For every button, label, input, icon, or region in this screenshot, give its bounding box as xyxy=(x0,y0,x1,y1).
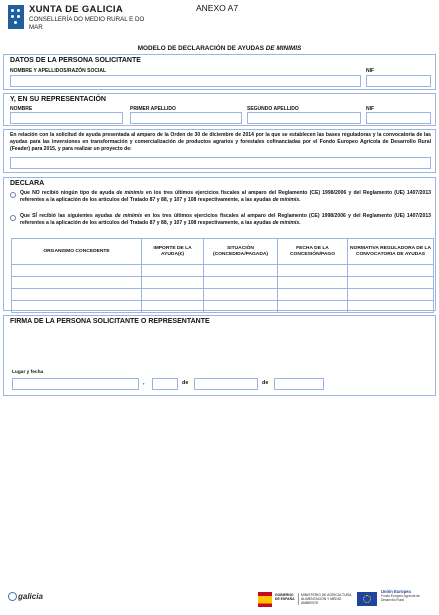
galicia-footer-logo: galicia xyxy=(8,592,43,601)
table-cell[interactable] xyxy=(204,289,278,301)
galicia-swirl-icon xyxy=(8,592,17,601)
table-cell[interactable] xyxy=(12,277,142,289)
col-normativa-header: NORMATIVA REGULADORA DE LA CONVOCATORIA DE AYUDAS xyxy=(348,239,434,265)
applicant-name-label: NOMBRE Y APELLIDOS/RAZÓN SOCIAL xyxy=(10,68,107,74)
table-cell[interactable] xyxy=(12,301,142,313)
declaration-section xyxy=(3,177,436,311)
option-yes-text: Que SÍ recibió las siguientes ayudas de minimis en los tres últimos ejercicios fiscales al amparo del Reglamento (CE) 1998/2006 y del Reglamento (UE) 1407/2013 referentes a la aplicación de los artículos del Tratado 87 y 88, y 107 y 108 respectivamente, a las ayudas de mínimis. xyxy=(20,213,431,227)
xunta-emblem-icon xyxy=(8,5,24,29)
table-cell[interactable] xyxy=(278,265,348,277)
signature-title: FIRMA DE LA PERSONA SOLICITANTE O REPRESENTANTE xyxy=(10,318,210,325)
col-organismo-header: ORGANISMO CONCEDENTE xyxy=(12,239,142,265)
annex-label: ANEXO A7 xyxy=(196,3,239,13)
table-cell[interactable] xyxy=(348,289,434,301)
ministry-name: MINISTERIO DE AGRICULTURA, ALIMENTACIÓN Y MEDIO AMBIENTE xyxy=(298,593,354,605)
rep-nif-label: NIF xyxy=(366,106,375,112)
applicant-name-field[interactable] xyxy=(10,75,361,87)
table-cell[interactable] xyxy=(142,265,204,277)
xunta-logo xyxy=(8,4,158,40)
eu-name: Unión Europea xyxy=(381,589,411,594)
table-row xyxy=(12,301,434,313)
table-cell[interactable] xyxy=(278,301,348,313)
logo-title: XUNTA DE GALICIA xyxy=(29,4,123,15)
table-row xyxy=(12,265,434,277)
de-separator-2: de xyxy=(262,380,269,386)
table-cell[interactable] xyxy=(142,277,204,289)
comma-separator: , xyxy=(143,380,145,386)
representative-section-title: Y, EN SU REPRESENTACIÓN xyxy=(10,96,106,103)
representative-section xyxy=(3,93,436,126)
day-field[interactable] xyxy=(152,378,178,390)
table-cell[interactable] xyxy=(348,265,434,277)
table-row xyxy=(12,289,434,301)
table-row xyxy=(12,277,434,289)
aids-table xyxy=(11,238,434,313)
spain-flag-icon xyxy=(258,592,272,607)
logo-subtitle: CONSELLERÍA DO MEDIO RURAL E DO MAR xyxy=(29,16,145,31)
rep-surname1-label: PRIMER APELLIDO xyxy=(130,106,176,112)
declaration-title: DECLARA xyxy=(10,180,45,187)
table-cell[interactable] xyxy=(142,289,204,301)
year-field[interactable] xyxy=(274,378,324,390)
form-title: MODELO DE DECLARACIÓN DE AYUDAS DE MINIMIS xyxy=(137,45,302,52)
rep-nif-field[interactable] xyxy=(366,112,431,124)
table-cell[interactable] xyxy=(204,301,278,313)
table-cell[interactable] xyxy=(12,265,142,277)
eu-flag-icon xyxy=(357,592,377,606)
option-no-text: Que NO recibió ningún tipo de ayuda de minimis en los tres últimos ejercicios fiscales al amparo del Reglamento (CE) 1998/2006 y del Reglamento (UE) 1407/2013 referentes a la aplicación de los artículos del Tratado 87 y 88, y 107 y 108 respectivamente, a las ayudas de mínimis. xyxy=(20,190,431,204)
table-cell[interactable] xyxy=(204,277,278,289)
applicant-section-title: DATOS DE LA PERSONA SOLICITANTE xyxy=(10,57,141,64)
spain-government-logo xyxy=(258,590,354,609)
table-cell[interactable] xyxy=(278,289,348,301)
rep-name-label: NOMBRE xyxy=(10,106,33,112)
table-cell[interactable] xyxy=(142,301,204,313)
gov-name: GOBIERNO DE ESPAÑA xyxy=(275,593,295,601)
table-cell[interactable] xyxy=(348,301,434,313)
col-situacion-header: SITUACIÓN (CONCEDIDA/PAGADA) xyxy=(204,239,278,265)
de-separator-1: de xyxy=(182,380,189,386)
col-fecha-header: FECHA DE LA CONCESIÓN/PAGO xyxy=(278,239,348,265)
project-field[interactable] xyxy=(10,157,431,169)
option-no-radio[interactable] xyxy=(10,192,16,198)
month-field[interactable] xyxy=(194,378,258,390)
applicant-nif-label: NIF xyxy=(366,68,375,74)
project-text: En relación con la solicitud de ayuda presentada al amparo de la Orden de 30 de diciembre de 2014 por la que se establecen las bases reguladoras y la convocatoria de las ayudas para las inversiones en transformación y comercialización de productos agrarios y forestales cofinanciadas por el Fondo Europeo Agrícola de Desarrollo Rural (Feader) para 2015, y para realizar un proyecto de: xyxy=(10,132,431,153)
place-date-label: Lugar y fecha xyxy=(12,370,44,375)
rep-surname2-field[interactable] xyxy=(247,112,361,124)
signature-section xyxy=(3,315,436,396)
applicant-nif-field[interactable] xyxy=(366,75,431,87)
project-section xyxy=(3,129,436,173)
eu-logo xyxy=(357,588,435,610)
col-importe-header: IMPORTE DE LA AYUDA(€) xyxy=(142,239,204,265)
table-cell[interactable] xyxy=(204,265,278,277)
table-cell[interactable] xyxy=(348,277,434,289)
table-cell[interactable] xyxy=(278,277,348,289)
table-cell[interactable] xyxy=(12,289,142,301)
place-field[interactable] xyxy=(12,378,139,390)
rep-surname1-field[interactable] xyxy=(130,112,242,124)
rep-surname2-label: SEGUNDO APELLIDO xyxy=(247,106,299,112)
option-yes-radio[interactable] xyxy=(10,215,16,221)
rep-name-field[interactable] xyxy=(10,112,123,124)
eu-fund-name: Fondo Europeo Agrícola de Desarrollo Rural xyxy=(381,594,420,602)
applicant-section xyxy=(3,54,436,90)
